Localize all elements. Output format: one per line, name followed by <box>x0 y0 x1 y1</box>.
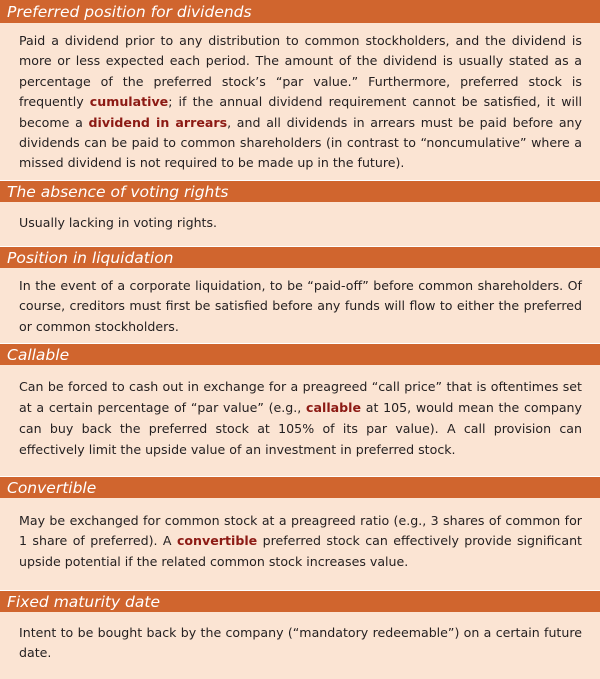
section-convertible <box>0 476 600 572</box>
term-dividend-in-arrears: dividend in arrears <box>88 114 228 130</box>
section-body: Usually lacking in voting rights. <box>19 215 218 230</box>
section-body: May be exchanged for common stock at a preagreed ratio (e.g., 3 shares of common for 1 share of preferred). A convertible preferred stock can effectively provide significant upside potential if the related common stock increases value. <box>19 513 582 569</box>
section-body: Can be forced to cash out in exchange for a preagreed “call price” that is oftentimes set at a certain percentage of “par value” (e.g., callable at 105, would mean the company can buy back the preferred stock at 105% of its par value). A call provision can effectively limit the upside value of an investment in preferred stock. <box>19 379 582 457</box>
term-cumulative: cumulative <box>89 94 169 110</box>
section-body: Paid a dividend prior to any distribution to common stockholders, and the dividend is more or less expected each period. The amount of the dividend is usually stated as a percentage of the preferred stock’s “par value.” Furthermore, preferred stock is frequently cumulative; if the annual dividend requirement cannot be satisfied, it will become a dividend in arrears, and all dividends in arrears must be paid before any dividends can be paid to common shareholders (in contrast to “noncumulative” where a missed dividend is not required to be made up in the future). <box>19 33 582 171</box>
term-convertible: convertible <box>176 533 258 549</box>
section-voting-rights <box>0 180 600 233</box>
section-liquidation <box>0 246 600 337</box>
term-callable: callable <box>306 400 362 415</box>
section-title: Position in liquidation <box>0 246 600 268</box>
section-title: Preferred position for dividends <box>0 0 600 23</box>
section-dividends <box>0 0 600 174</box>
section-body: In the event of a corporate liquidation, to be “paid-off” before common shareholders. Of course, creditors must first be satisfied before any funds will flow to either the preferred or common stockholders. <box>19 278 582 334</box>
section-title: Fixed maturity date <box>0 590 600 612</box>
section-body: Intent to be bought back by the company (“mandatory redeemable”) on a certain future date. <box>19 625 582 661</box>
section-title: Convertible <box>0 476 600 498</box>
section-maturity <box>0 590 600 664</box>
section-title: Callable <box>0 343 600 365</box>
section-title: The absence of voting rights <box>0 180 600 202</box>
section-callable <box>0 343 600 460</box>
